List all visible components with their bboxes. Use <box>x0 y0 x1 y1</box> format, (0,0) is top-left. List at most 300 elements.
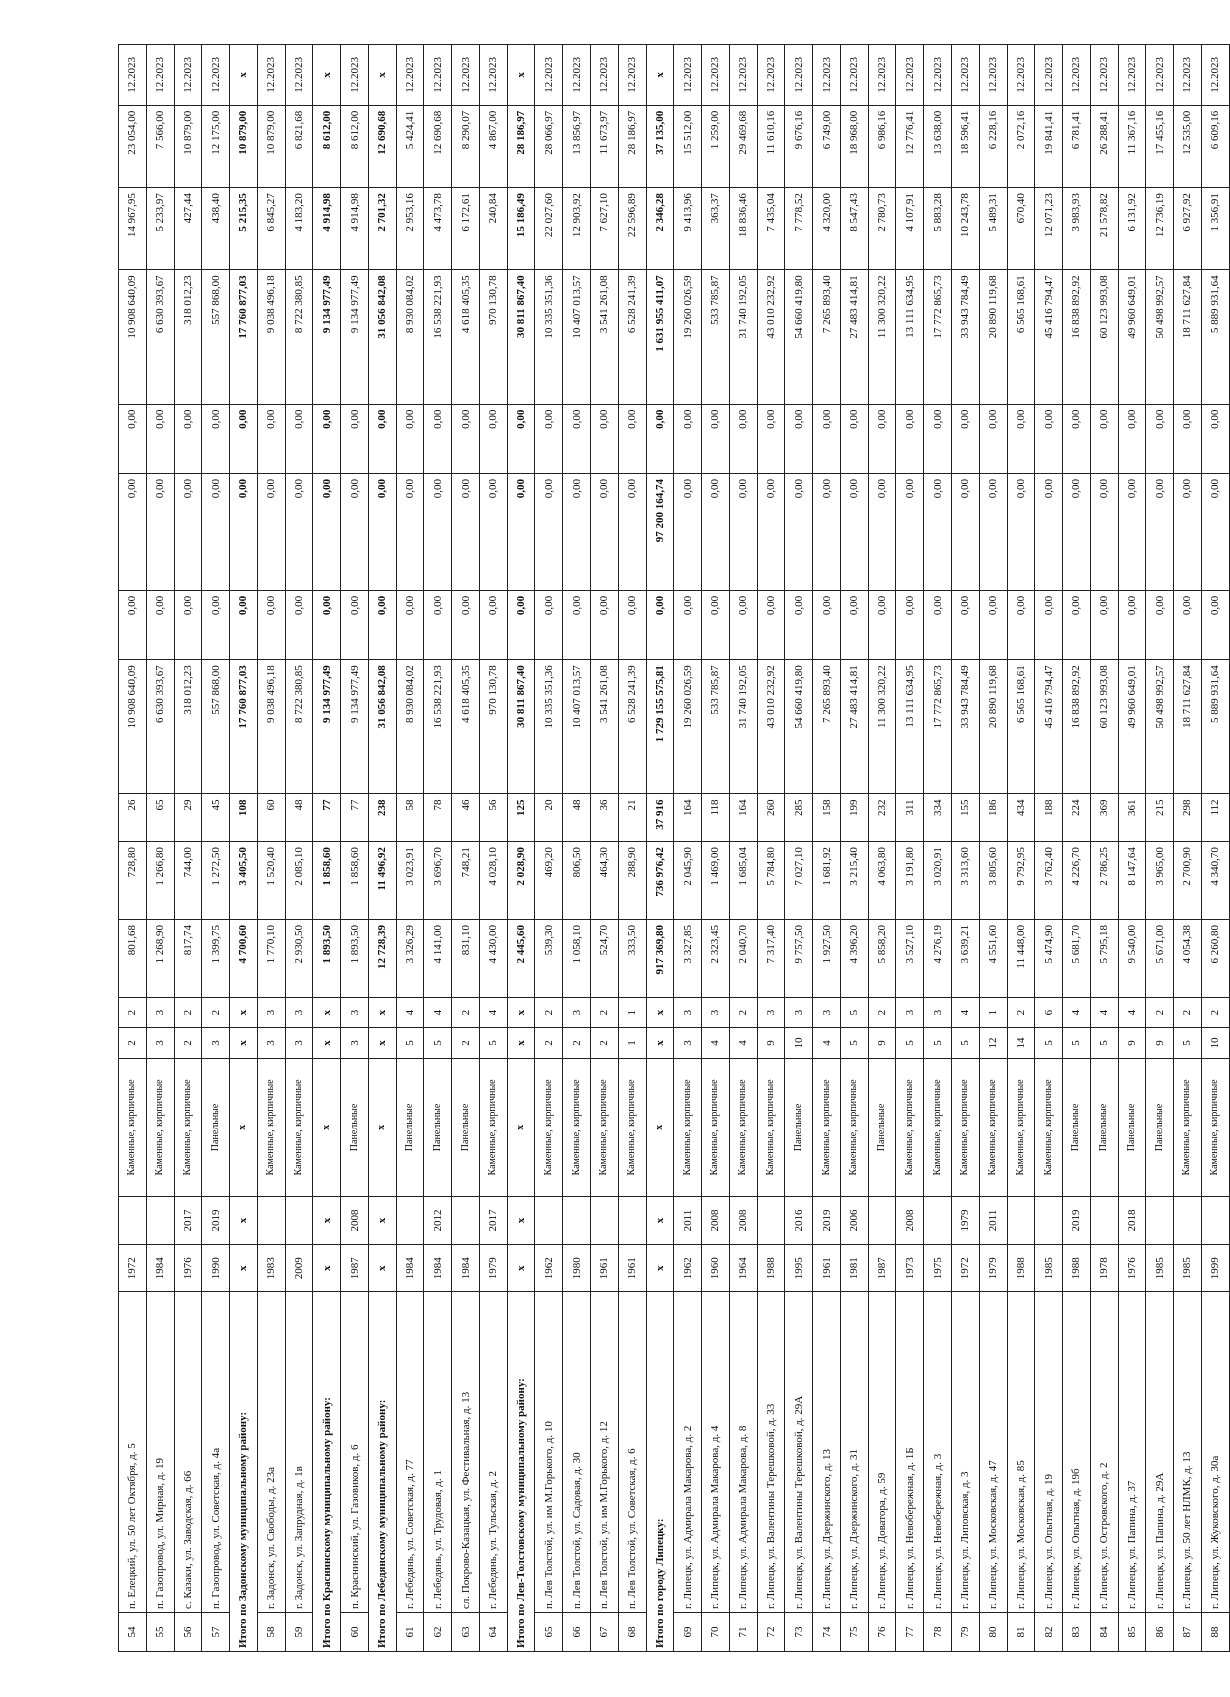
living-area-cell: 4 063,80 <box>868 842 896 920</box>
cost-per-sqm-cell: 10 243,78 <box>951 188 979 270</box>
total-area-cell: 1 058,10 <box>563 920 591 998</box>
year-renovated-cell <box>868 1197 896 1245</box>
wall-material-cell: Каменные, кирпичные <box>1035 1058 1063 1197</box>
wall-material-cell: Каменные, кирпичные <box>257 1058 285 1197</box>
year-built-cell: 1988 <box>1063 1244 1091 1292</box>
cost-per-sqm-cell: 9 413,96 <box>674 188 702 270</box>
total-area-cell: 1 893,50 <box>341 920 369 998</box>
cost-per-sqm-cell: 4 320,00 <box>813 188 841 270</box>
living-area-cell: 3 215,40 <box>840 842 868 920</box>
total-area-cell: 4 430,00 <box>479 920 507 998</box>
living-area-cell: 1 681,92 <box>813 842 841 920</box>
residents-cell: 361 <box>1118 794 1146 842</box>
max-cost-per-sqm-cell: 8 612,00 <box>341 105 369 187</box>
year-built-cell: 1988 <box>757 1244 785 1292</box>
year-renovated-cell <box>1007 1197 1035 1245</box>
total-cost-cell: 31 056 842,08 <box>368 660 396 794</box>
year-renovated-cell <box>591 1197 619 1245</box>
other-cost-cell: 0,00 <box>785 404 813 473</box>
total-cost-cell: 9 134 977,49 <box>341 660 369 794</box>
living-area-cell: 3 696,70 <box>424 842 452 920</box>
table-row <box>1201 45 1229 1652</box>
budget-cost-cell: 0,00 <box>507 473 535 590</box>
year-renovated-cell <box>535 1197 563 1245</box>
row-number-cell: 57 <box>202 1613 230 1652</box>
floors-cell: 4 <box>813 1028 841 1058</box>
living-area-cell: 2 045,90 <box>674 842 702 920</box>
living-area-cell: 3 762,40 <box>1035 842 1063 920</box>
floors-cell: 10 <box>1201 1028 1229 1058</box>
owner-funds-cell: 19 260 026,59 <box>674 270 702 404</box>
row-number-cell: 75 <box>840 1613 868 1652</box>
year-renovated-cell: 2019 <box>813 1197 841 1245</box>
table-row <box>785 45 813 1652</box>
year-built-cell: 1979 <box>979 1244 1007 1292</box>
residents-cell: 48 <box>285 794 313 842</box>
table-row <box>202 45 230 1652</box>
living-area-cell: 9 792,95 <box>1007 842 1035 920</box>
other-cost-cell: 0,00 <box>646 404 674 473</box>
address-cell: г. Липецк, ул. Островского, д. 2 <box>1090 1292 1118 1613</box>
living-area-cell: 1 858,60 <box>341 842 369 920</box>
row-number-cell: 70 <box>702 1613 730 1652</box>
entrances-cell: 3 <box>896 998 924 1028</box>
floors-cell: 3 <box>674 1028 702 1058</box>
row-number-cell: 76 <box>868 1613 896 1652</box>
total-cost-cell: 6 630 393,67 <box>146 660 174 794</box>
table-row <box>1007 45 1035 1652</box>
max-cost-per-sqm-cell: 11 610,16 <box>757 105 785 187</box>
other-cost-cell: 0,00 <box>368 404 396 473</box>
cost-per-sqm-cell: 4 183,20 <box>285 188 313 270</box>
owner-funds-cell: 10 335 351,36 <box>535 270 563 404</box>
year-built-cell: х <box>646 1244 674 1292</box>
cost-per-sqm-cell: 15 186,49 <box>507 188 535 270</box>
address-cell: г. Задонск, ул. Запрудная, д. 1в <box>285 1292 313 1613</box>
residents-cell: 260 <box>757 794 785 842</box>
wall-material-cell: Панельные <box>341 1058 369 1197</box>
total-area-cell: 4 700,60 <box>230 920 258 998</box>
floors-cell: 10 <box>785 1028 813 1058</box>
address-cell: п. Лев Толстой, ул. Советская, д. 6 <box>618 1292 646 1613</box>
entrances-cell: 2 <box>1174 998 1202 1028</box>
other-cost-cell: 0,00 <box>174 404 202 473</box>
floors-cell: 14 <box>1007 1028 1035 1058</box>
entrances-cell: 3 <box>341 998 369 1028</box>
max-cost-per-sqm-cell: 1 259,00 <box>702 105 730 187</box>
living-area-cell: 3 020,91 <box>924 842 952 920</box>
floors-cell: 5 <box>1063 1028 1091 1058</box>
completion-date-cell: 12.2023 <box>896 45 924 106</box>
floors-cell: 3 <box>202 1028 230 1058</box>
year-renovated-cell <box>1201 1197 1229 1245</box>
table-row <box>1035 45 1063 1652</box>
row-number-cell: 56 <box>174 1613 202 1652</box>
wall-material-cell: х <box>368 1058 396 1197</box>
cost-per-sqm-cell: 14 967,95 <box>119 188 147 270</box>
living-area-cell: 4 340,70 <box>1201 842 1229 920</box>
owner-funds-cell: 10 908 640,09 <box>119 270 147 404</box>
rotated-table-sheet <box>118 44 1230 1652</box>
cost-per-sqm-cell: 4 107,91 <box>896 188 924 270</box>
owner-funds-cell: 533 785,87 <box>702 270 730 404</box>
floors-cell: х <box>230 1028 258 1058</box>
cost-per-sqm-cell: 1 356,91 <box>1201 188 1229 270</box>
residents-cell: 77 <box>341 794 369 842</box>
address-cell: г. Липецк, ул. Дзержинского, д. 31 <box>840 1292 868 1613</box>
completion-date-cell: х <box>230 45 258 106</box>
floors-cell: 5 <box>1035 1028 1063 1058</box>
floors-cell: 2 <box>174 1028 202 1058</box>
entrances-cell: х <box>507 998 535 1028</box>
other-cost-cell: 0,00 <box>896 404 924 473</box>
other-cost-cell: 0,00 <box>202 404 230 473</box>
entrances-cell: 2 <box>452 998 480 1028</box>
year-built-cell: 1987 <box>868 1244 896 1292</box>
cost-per-sqm-cell: 21 578,82 <box>1090 188 1118 270</box>
row-number-cell: 65 <box>535 1613 563 1652</box>
year-renovated-cell <box>563 1197 591 1245</box>
cost-per-sqm-cell: 6 131,92 <box>1118 188 1146 270</box>
row-number-cell: 71 <box>729 1613 757 1652</box>
fund-cost-cell: 0,00 <box>174 590 202 659</box>
year-built-cell: х <box>368 1244 396 1292</box>
row-number-cell: 83 <box>1063 1613 1091 1652</box>
owner-funds-cell: 17 760 877,03 <box>230 270 258 404</box>
residents-cell: 78 <box>424 794 452 842</box>
fund-cost-cell: 0,00 <box>424 590 452 659</box>
address-cell: г. Липецк, ул. Папина, д. 29А <box>1146 1292 1174 1613</box>
max-cost-per-sqm-cell: 6 986,16 <box>868 105 896 187</box>
fund-cost-cell: 0,00 <box>479 590 507 659</box>
owner-funds-cell: 49 960 649,01 <box>1118 270 1146 404</box>
table-row <box>840 45 868 1652</box>
year-renovated-cell <box>396 1197 424 1245</box>
living-area-cell: 3 405,50 <box>230 842 258 920</box>
table-row <box>396 45 424 1652</box>
residents-cell: 158 <box>813 794 841 842</box>
row-number-cell: 58 <box>257 1613 285 1652</box>
owner-funds-cell: 43 010 232,92 <box>757 270 785 404</box>
entrances-cell: 4 <box>951 998 979 1028</box>
cost-per-sqm-cell: 18 836,46 <box>729 188 757 270</box>
fund-cost-cell: 0,00 <box>1007 590 1035 659</box>
fund-cost-cell: 0,00 <box>1063 590 1091 659</box>
cost-per-sqm-cell: 438,40 <box>202 188 230 270</box>
completion-date-cell: 12.2023 <box>424 45 452 106</box>
total-cost-cell: 50 498 992,57 <box>1146 660 1174 794</box>
address-cell: г. Задонск, ул. Свободы, д. 23а <box>257 1292 285 1613</box>
address-cell: г. Липецк, ул. Опытная, д. 19 <box>1035 1292 1063 1613</box>
subtotal-label: Итого по Лебедянскому муниципальному району: <box>368 1292 396 1652</box>
floors-cell: 1 <box>618 1028 646 1058</box>
owner-funds-cell: 318 012,23 <box>174 270 202 404</box>
cost-per-sqm-cell: 2 346,28 <box>646 188 674 270</box>
living-area-cell: 3 191,80 <box>896 842 924 920</box>
budget-cost-cell: 0,00 <box>535 473 563 590</box>
completion-date-cell: 12.2023 <box>1007 45 1035 106</box>
year-built-cell: 1990 <box>202 1244 230 1292</box>
row-number-cell: 69 <box>674 1613 702 1652</box>
cost-per-sqm-cell: 5 233,97 <box>146 188 174 270</box>
completion-date-cell: 12.2023 <box>257 45 285 106</box>
year-renovated-cell: х <box>646 1197 674 1245</box>
budget-cost-cell: 0,00 <box>368 473 396 590</box>
year-renovated-cell: 2019 <box>202 1197 230 1245</box>
row-number-cell: 82 <box>1035 1613 1063 1652</box>
budget-cost-cell: 0,00 <box>951 473 979 590</box>
year-built-cell: 1981 <box>840 1244 868 1292</box>
cost-per-sqm-cell: 5 883,28 <box>924 188 952 270</box>
max-cost-per-sqm-cell: 2 072,16 <box>1007 105 1035 187</box>
year-built-cell: 1985 <box>1035 1244 1063 1292</box>
year-built-cell: 1984 <box>146 1244 174 1292</box>
max-cost-per-sqm-cell: 28 186,97 <box>507 105 535 187</box>
residents-cell: 334 <box>924 794 952 842</box>
completion-date-cell: 12.2023 <box>563 45 591 106</box>
fund-cost-cell: 0,00 <box>257 590 285 659</box>
year-renovated-cell <box>257 1197 285 1245</box>
year-built-cell: 1984 <box>396 1244 424 1292</box>
living-area-cell: 5 784,80 <box>757 842 785 920</box>
year-renovated-cell: 2008 <box>702 1197 730 1245</box>
entrances-cell: 2 <box>535 998 563 1028</box>
max-cost-per-sqm-cell: 28 186,97 <box>618 105 646 187</box>
total-cost-cell: 1 729 155 575,81 <box>646 660 674 794</box>
budget-cost-cell: 0,00 <box>563 473 591 590</box>
year-built-cell: 1976 <box>174 1244 202 1292</box>
fund-cost-cell: 0,00 <box>230 590 258 659</box>
subtotal-row <box>230 45 258 1652</box>
year-renovated-cell: 2008 <box>729 1197 757 1245</box>
total-cost-cell: 7 265 893,40 <box>813 660 841 794</box>
subtotal-row <box>507 45 535 1652</box>
completion-date-cell: 12.2023 <box>341 45 369 106</box>
residents-cell: 434 <box>1007 794 1035 842</box>
other-cost-cell: 0,00 <box>119 404 147 473</box>
total-area-cell: 2 323,45 <box>702 920 730 998</box>
wall-material-cell: Каменные, кирпичные <box>479 1058 507 1197</box>
wall-material-cell: Панельные <box>424 1058 452 1197</box>
budget-cost-cell: 0,00 <box>757 473 785 590</box>
max-cost-per-sqm-cell: 5 424,41 <box>396 105 424 187</box>
residents-cell: 215 <box>1146 794 1174 842</box>
row-number-cell: 66 <box>563 1613 591 1652</box>
table-row <box>563 45 591 1652</box>
table-row <box>813 45 841 1652</box>
entrances-cell: 2 <box>1201 998 1229 1028</box>
max-cost-per-sqm-cell: 6 781,41 <box>1063 105 1091 187</box>
year-renovated-cell <box>1035 1197 1063 1245</box>
living-area-cell: 3 023,91 <box>396 842 424 920</box>
other-cost-cell: 0,00 <box>313 404 341 473</box>
floors-cell: 2 <box>119 1028 147 1058</box>
completion-date-cell: 12.2023 <box>674 45 702 106</box>
year-renovated-cell <box>119 1197 147 1245</box>
address-cell: г. Липецк, ул. Адмирала Макарова, д. 8 <box>729 1292 757 1613</box>
fund-cost-cell: 0,00 <box>535 590 563 659</box>
year-built-cell: 1987 <box>341 1244 369 1292</box>
address-cell: г. Липецк, ул. 50 лет НЛМК, д. 13 <box>1174 1292 1202 1613</box>
residents-cell: 37 916 <box>646 794 674 842</box>
floors-cell: х <box>646 1028 674 1058</box>
budget-cost-cell: 0,00 <box>729 473 757 590</box>
wall-material-cell: Панельные <box>868 1058 896 1197</box>
total-area-cell: 4 054,38 <box>1174 920 1202 998</box>
owner-funds-cell: 18 711 627,84 <box>1174 270 1202 404</box>
floors-cell: 4 <box>702 1028 730 1058</box>
table-row <box>341 45 369 1652</box>
owner-funds-cell: 31 056 842,08 <box>368 270 396 404</box>
budget-cost-cell: 0,00 <box>1090 473 1118 590</box>
residents-cell: 232 <box>868 794 896 842</box>
wall-material-cell: Каменные, кирпичные <box>757 1058 785 1197</box>
other-cost-cell: 0,00 <box>729 404 757 473</box>
completion-date-cell: 12.2023 <box>119 45 147 106</box>
other-cost-cell: 0,00 <box>1201 404 1229 473</box>
wall-material-cell: Каменные, кирпичные <box>563 1058 591 1197</box>
other-cost-cell: 0,00 <box>757 404 785 473</box>
other-cost-cell: 0,00 <box>1063 404 1091 473</box>
fund-cost-cell: 0,00 <box>507 590 535 659</box>
fund-cost-cell: 0,00 <box>146 590 174 659</box>
budget-cost-cell: 97 200 164,74 <box>646 473 674 590</box>
row-number-cell: 64 <box>479 1613 507 1652</box>
residents-cell: 26 <box>119 794 147 842</box>
total-cost-cell: 10 407 013,57 <box>563 660 591 794</box>
owner-funds-cell: 9 134 977,49 <box>313 270 341 404</box>
completion-date-cell: 12.2023 <box>202 45 230 106</box>
cost-per-sqm-cell: 4 914,98 <box>313 188 341 270</box>
year-built-cell: 1999 <box>1201 1244 1229 1292</box>
residents-cell: 56 <box>479 794 507 842</box>
table-row <box>1118 45 1146 1652</box>
fund-cost-cell: 0,00 <box>813 590 841 659</box>
wall-material-cell: Каменные, кирпичные <box>896 1058 924 1197</box>
housing-repair-register-table <box>118 44 1230 1652</box>
residents-cell: 108 <box>230 794 258 842</box>
year-built-cell: 1972 <box>119 1244 147 1292</box>
total-area-cell: 333,50 <box>618 920 646 998</box>
entrances-cell: 2 <box>1007 998 1035 1028</box>
residents-cell: 65 <box>146 794 174 842</box>
year-built-cell: 1978 <box>1090 1244 1118 1292</box>
cost-per-sqm-cell: 6 845,27 <box>257 188 285 270</box>
fund-cost-cell: 0,00 <box>840 590 868 659</box>
fund-cost-cell: 0,00 <box>285 590 313 659</box>
budget-cost-cell: 0,00 <box>1174 473 1202 590</box>
budget-cost-cell: 0,00 <box>813 473 841 590</box>
wall-material-cell: Панельные <box>452 1058 480 1197</box>
completion-date-cell: 12.2023 <box>729 45 757 106</box>
residents-cell: 238 <box>368 794 396 842</box>
other-cost-cell: 0,00 <box>396 404 424 473</box>
fund-cost-cell: 0,00 <box>341 590 369 659</box>
total-area-cell: 539,30 <box>535 920 563 998</box>
living-area-cell: 4 028,10 <box>479 842 507 920</box>
wall-material-cell: Каменные, кирпичные <box>951 1058 979 1197</box>
completion-date-cell: 12.2023 <box>924 45 952 106</box>
residents-cell: 186 <box>979 794 1007 842</box>
residents-cell: 45 <box>202 794 230 842</box>
total-area-cell: 3 326,29 <box>396 920 424 998</box>
cost-per-sqm-cell: 5 489,31 <box>979 188 1007 270</box>
total-cost-cell: 45 416 794,47 <box>1035 660 1063 794</box>
budget-cost-cell: 0,00 <box>202 473 230 590</box>
budget-cost-cell: 0,00 <box>424 473 452 590</box>
max-cost-per-sqm-cell: 12 690,68 <box>424 105 452 187</box>
max-cost-per-sqm-cell: 4 867,00 <box>479 105 507 187</box>
completion-date-cell: 12.2023 <box>840 45 868 106</box>
floors-cell: 5 <box>951 1028 979 1058</box>
total-cost-cell: 10 908 640,09 <box>119 660 147 794</box>
total-cost-cell: 17 772 865,73 <box>924 660 952 794</box>
total-cost-cell: 43 010 232,92 <box>757 660 785 794</box>
max-cost-per-sqm-cell: 13 856,97 <box>563 105 591 187</box>
budget-cost-cell: 0,00 <box>868 473 896 590</box>
subtotal-label: Итого по Краснинскому муниципальному району: <box>313 1292 341 1652</box>
residents-cell: 112 <box>1201 794 1229 842</box>
living-area-cell: 1 272,50 <box>202 842 230 920</box>
year-renovated-cell <box>1146 1197 1174 1245</box>
other-cost-cell: 0,00 <box>1146 404 1174 473</box>
total-area-cell: 1 399,75 <box>202 920 230 998</box>
entrances-cell: 3 <box>146 998 174 1028</box>
max-cost-per-sqm-cell: 6 228,16 <box>979 105 1007 187</box>
fund-cost-cell: 0,00 <box>1035 590 1063 659</box>
address-cell: п. Лев Толстой, ул. им М.Горького, д. 12 <box>591 1292 619 1613</box>
row-number-cell: 61 <box>396 1613 424 1652</box>
max-cost-per-sqm-cell: 6 821,68 <box>285 105 313 187</box>
max-cost-per-sqm-cell: 18 968,00 <box>840 105 868 187</box>
max-cost-per-sqm-cell: 26 288,41 <box>1090 105 1118 187</box>
entrances-cell: 3 <box>924 998 952 1028</box>
table-row <box>618 45 646 1652</box>
wall-material-cell: Панельные <box>1063 1058 1091 1197</box>
total-area-cell: 4 551,60 <box>979 920 1007 998</box>
completion-date-cell: х <box>368 45 396 106</box>
year-built-cell: 2009 <box>285 1244 313 1292</box>
table-row <box>535 45 563 1652</box>
total-area-cell: 524,70 <box>591 920 619 998</box>
address-cell: г. Липецк, ул. Жуковского, д. 30а <box>1201 1292 1229 1613</box>
total-area-cell: 4 396,20 <box>840 920 868 998</box>
entrances-cell: 4 <box>1090 998 1118 1028</box>
year-built-cell: 1983 <box>257 1244 285 1292</box>
table-row <box>257 45 285 1652</box>
total-area-cell: 1 770,10 <box>257 920 285 998</box>
address-cell: г. Липецк, ул. Валентины Терешковой, д. 29А <box>785 1292 813 1613</box>
subtotal-row <box>313 45 341 1652</box>
max-cost-per-sqm-cell: 6 609,16 <box>1201 105 1229 187</box>
year-renovated-cell <box>924 1197 952 1245</box>
total-area-cell: 6 260,80 <box>1201 920 1229 998</box>
living-area-cell: 288,90 <box>618 842 646 920</box>
total-cost-cell: 17 760 877,03 <box>230 660 258 794</box>
cost-per-sqm-cell: 7 435,04 <box>757 188 785 270</box>
subtotal-label: Итого по Задонскому муниципальному району: <box>230 1292 258 1652</box>
floors-cell: 9 <box>868 1028 896 1058</box>
other-cost-cell: 0,00 <box>979 404 1007 473</box>
budget-cost-cell: 0,00 <box>979 473 1007 590</box>
year-built-cell: 1962 <box>535 1244 563 1292</box>
completion-date-cell: х <box>507 45 535 106</box>
other-cost-cell: 0,00 <box>452 404 480 473</box>
table-row <box>174 45 202 1652</box>
wall-material-cell: Панельные <box>202 1058 230 1197</box>
floors-cell: 9 <box>1118 1028 1146 1058</box>
year-renovated-cell: х <box>230 1197 258 1245</box>
